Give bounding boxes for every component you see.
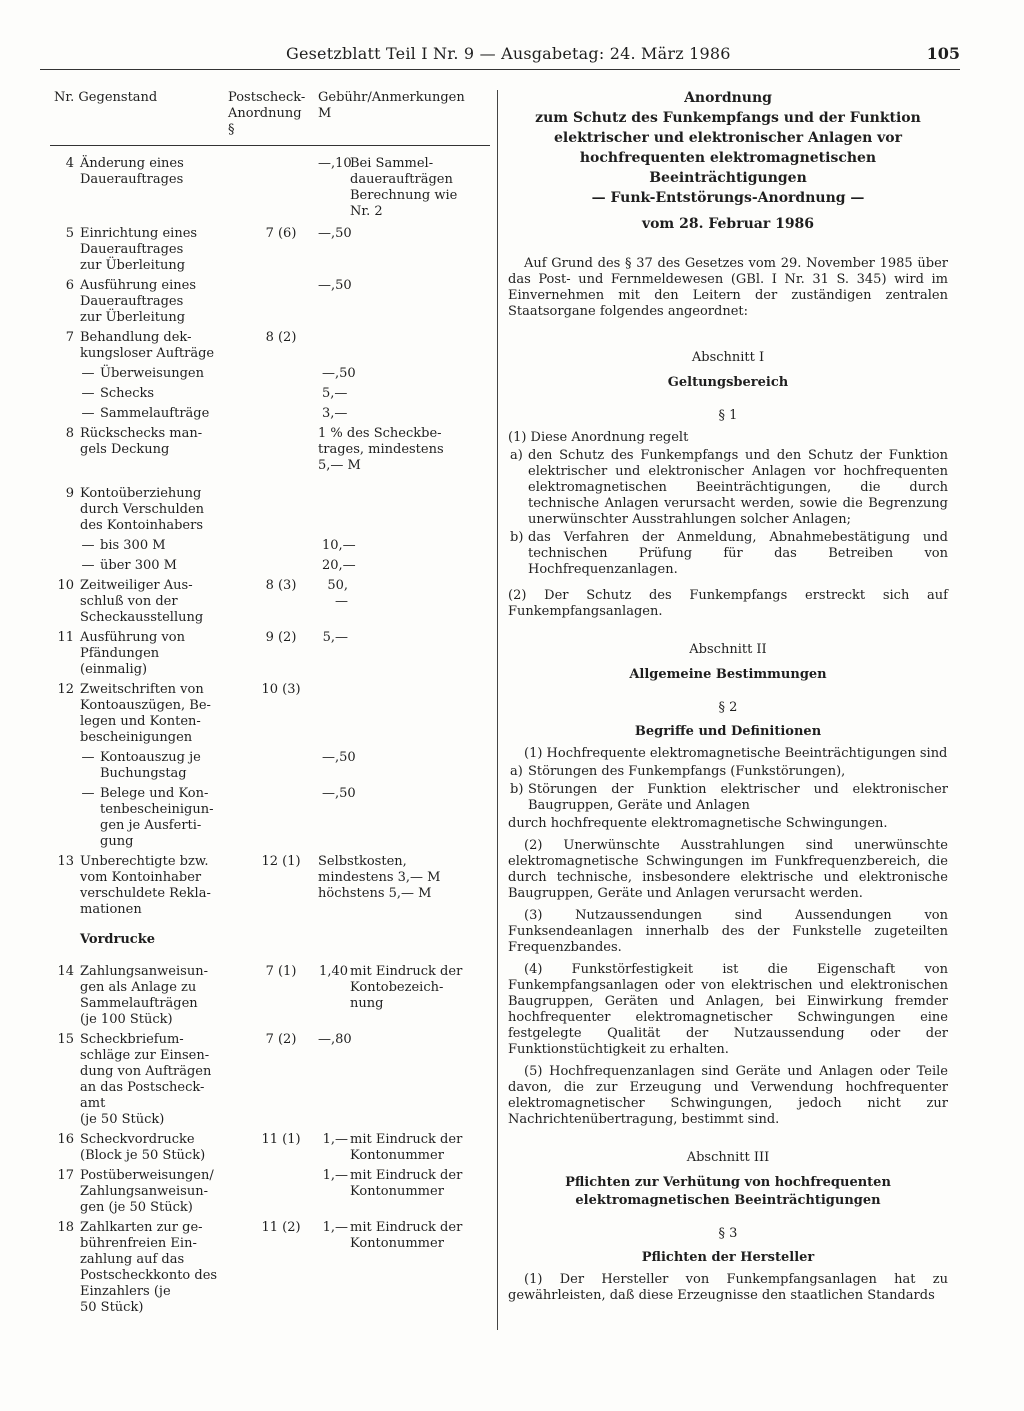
row-fee: 1,— xyxy=(322,1132,348,1147)
row-nr: 7 xyxy=(65,330,74,345)
row-nr: 17 xyxy=(57,1168,74,1183)
row-nr: 4 xyxy=(65,156,74,171)
dash: — xyxy=(81,558,95,573)
section-title-line: Pflichten zur Verhütung von hochfrequenten xyxy=(565,1175,891,1190)
table-row xyxy=(50,426,490,474)
sub-label: Kontoauszug je Buchungstag xyxy=(100,750,201,781)
row-ref: 11 (2) xyxy=(261,1220,301,1235)
paragraph-text: (2) Der Schutz des Funkempfangs erstreckt sich auf Funkempfangsanlagen. xyxy=(508,588,948,619)
section-heading: Abschnitt II xyxy=(689,642,767,657)
sub-row xyxy=(50,366,490,382)
row-ref: 7 (6) xyxy=(265,226,297,241)
table-row xyxy=(50,630,490,678)
table-row xyxy=(50,1220,490,1316)
row-fee xyxy=(318,486,348,534)
row-ref: 8 (3) xyxy=(265,578,297,593)
sub-fee: —,50 xyxy=(322,366,356,381)
list-label: a) xyxy=(510,764,523,779)
row-remark xyxy=(348,226,490,274)
row-subject: Zahlungsanweisun- gen als Anlage zu Sammelaufträgen (je 100 Stück) xyxy=(80,964,208,1027)
title-line: hochfrequenten elektromagnetischen Beeinträchtigungen xyxy=(579,150,877,186)
row-remark xyxy=(348,330,490,362)
sub-label: Belege und Kon- tenbescheinigun- gen je Ausferti- gung xyxy=(100,786,214,849)
row-ref: 11 (1) xyxy=(261,1132,301,1147)
dash: — xyxy=(81,538,95,553)
paragraph-text: durch hochfrequente elektromagnetische Schwingungen. xyxy=(508,816,888,831)
row-remark xyxy=(348,630,490,678)
row-ref xyxy=(244,1168,318,1216)
regulation-column xyxy=(508,88,948,1304)
title-line: zum Schutz des Funkempfangs und der Funktion xyxy=(535,110,921,126)
paragraph-text: (3) Nutzaussendungen sind Aussendungen von Funksendeanlagen innerhalb des der Funkstelle zugeteilten Frequenzbandes. xyxy=(508,908,948,955)
paragraph-text: (4) Funkstörfestigkeit ist die Eigenschaft von Funkempfangsanlagen oder von elektrischen und elektronischen Baugruppen, Geräten und Anlagen, bei Einwirkung fremder hochfrequenter elektromagnetischer Schwingungen eine festgelegte Qualität der Nutzaussendung oder der Funktionstüchtigkeit zu erhalten. xyxy=(508,962,948,1057)
table-header xyxy=(50,88,490,146)
sub-fee: 20,— xyxy=(322,558,356,573)
row-ref xyxy=(244,426,318,474)
regulation-date: vom 28. Februar 1986 xyxy=(641,216,815,232)
paragraph-text: (5) Hochfrequenzanlagen sind Geräte und Anlagen oder Teile davon, die zur Erzeugung und Verwendung hochfrequenter elektromagnetischer Schwingungen, jedoch nicht zur Nachrichtenübertragung, bestimmt sind. xyxy=(508,1064,948,1127)
row-fee: 1 % des Scheckbe- trages, mindestens 5,— M xyxy=(318,426,444,473)
row-nr: 10 xyxy=(57,578,74,593)
row-subject: Ausführung von Pfändungen (einmalig) xyxy=(80,630,185,677)
list-text: Störungen des Funkempfangs (Funkstörungen), xyxy=(528,764,846,779)
sub-label: über 300 M xyxy=(100,558,177,573)
section-title-vordrucke: Vordrucke xyxy=(80,932,155,947)
header-reference: Postscheck- Anordnung § xyxy=(228,90,306,137)
header-fee: Gebühr/Anmerkungen M xyxy=(318,90,465,121)
row-subject: Einrichtung eines Dauerauftrages zur Überleitung xyxy=(80,226,198,273)
row-remark xyxy=(348,278,490,326)
list-text: das Verfahren der Anmeldung, Abnahmebestätigung und technischen Prüfung für das Betreiben von Hochfrequenzanlagen. xyxy=(528,530,948,577)
sub-row xyxy=(50,538,490,554)
sub-label: Schecks xyxy=(100,386,155,401)
row-remark: mit Eindruck der Kontobezeich- nung xyxy=(350,964,463,1011)
list-label: b) xyxy=(510,782,524,797)
row-nr: 16 xyxy=(57,1132,74,1147)
row-fee: 50,— xyxy=(327,578,348,609)
row-fee xyxy=(318,330,348,362)
row-remark: mit Eindruck der Kontonummer xyxy=(350,1168,463,1199)
row-remark: mit Eindruck der Kontonummer xyxy=(350,1220,463,1251)
sub-fee: 10,— xyxy=(322,538,356,553)
dash: — xyxy=(81,750,95,765)
sub-fee: 3,— xyxy=(322,406,348,421)
row-fee: 1,40 xyxy=(319,964,348,979)
section-heading: Abschnitt III xyxy=(686,1150,770,1165)
sub-row xyxy=(50,750,490,782)
row-nr: 6 xyxy=(65,278,74,293)
section-title xyxy=(508,1174,948,1210)
row-fee xyxy=(318,682,348,746)
list-label: a) xyxy=(510,448,523,463)
list-item xyxy=(508,530,948,578)
list-text: den Schutz des Funkempfangs und den Schutz der Funktion elektrischer und elektronischer Anlagen vor hochfrequenten elektromagnetischen Beeinträchtigungen, die durch technische Anlagen verursacht werden, sowie die Begrenzung unerwünschter Ausstrahlungen solcher Anlagen; xyxy=(528,448,948,527)
paragraph-title: Begriffe und Definitionen xyxy=(634,724,822,739)
row-fee: —,80 xyxy=(318,1032,352,1047)
row-remark xyxy=(348,682,490,746)
row-subject: Zweitschriften von Kontoauszügen, Be- legen und Konten- bescheinigungen xyxy=(80,682,211,745)
row-subject: Änderung eines Dauerauftrages xyxy=(80,156,184,187)
row-nr: 12 xyxy=(57,682,74,697)
row-fee: —,10 xyxy=(318,156,352,171)
row-nr: 15 xyxy=(57,1032,74,1047)
row-nr: 13 xyxy=(57,854,74,869)
list-item xyxy=(508,782,948,814)
sub-label: Sammelaufträge xyxy=(100,406,210,421)
column-divider xyxy=(497,90,498,1330)
row-ref xyxy=(244,156,318,220)
row-ref: 12 (1) xyxy=(261,854,301,869)
regulation-intro: Auf Grund des § 37 des Gesetzes vom 29. November 1985 über das Post- und Fernmeldewesen (GBl. I Nr. 31 S. 345) wird im Einvernehmen mit den Leitern der zuständigen zentralen Staatsorgane folgendes angeordnet: xyxy=(508,256,948,319)
dash: — xyxy=(81,386,95,401)
table-row xyxy=(50,330,490,362)
row-subject: Postüberweisungen/ Zahlungsanweisun- gen (je 50 Stück) xyxy=(80,1168,214,1215)
header-nr-subject: Nr. Gegenstand xyxy=(54,90,158,105)
row-ref: 8 (2) xyxy=(265,330,297,345)
row-subject: Zeitweiliger Aus- schluß von der Scheckausstellung xyxy=(80,578,204,625)
row-remark xyxy=(348,486,490,534)
sub-fee: 5,— xyxy=(322,386,348,401)
table-row xyxy=(50,156,490,220)
paragraph-text: (2) Unerwünschte Ausstrahlungen sind unerwünschte elektromagnetische Schwingungen im Funkfrequenzbereich, die durch technische, insbesondere elektrische und elektronische Baugruppen, Geräte und Anlagen verursacht werden. xyxy=(508,838,948,901)
sub-label: Überweisungen xyxy=(100,366,204,381)
list-label: b) xyxy=(510,530,524,545)
row-fee: —,50 xyxy=(318,278,352,293)
page-number: 105 xyxy=(926,44,960,63)
section-title: Geltungsbereich xyxy=(667,375,789,390)
row-subject: Unberechtigte bzw. vom Kontoinhaber verschuldete Rekla- mationen xyxy=(80,854,211,917)
table-row xyxy=(50,682,490,746)
sub-row xyxy=(50,406,490,422)
row-remark xyxy=(348,578,490,626)
table-row xyxy=(50,1168,490,1216)
row-remark xyxy=(348,1032,490,1128)
row-subject: Rückschecks man- gels Deckung xyxy=(80,426,203,457)
sub-row xyxy=(50,786,490,850)
section-heading: Abschnitt I xyxy=(691,350,765,365)
table-row xyxy=(50,964,490,1028)
dash: — xyxy=(81,406,95,421)
row-nr: 8 xyxy=(65,426,74,441)
row-ref: 10 (3) xyxy=(261,682,301,697)
table-row xyxy=(50,578,490,626)
dash: — xyxy=(81,366,95,381)
row-ref xyxy=(244,486,318,534)
row-nr: 5 xyxy=(65,226,74,241)
title-line: — Funk-Entstörungs-Anordnung — xyxy=(591,190,865,206)
table-row xyxy=(50,278,490,326)
sub-label: bis 300 M xyxy=(100,538,166,553)
row-fee: 5,— xyxy=(322,630,348,645)
row-nr: 11 xyxy=(57,630,74,645)
row-remark: mit Eindruck der Kontonummer xyxy=(350,1132,463,1163)
row-fee: —,50 xyxy=(318,226,352,241)
list-item xyxy=(508,448,948,528)
row-fee: 1,— xyxy=(322,1220,348,1235)
list-text: Störungen der Funktion elektrischer und elektronischer Baugruppen, Geräte und Anlagen xyxy=(528,782,948,813)
paragraph-text: (1) Der Hersteller von Funkempfangsanlagen hat zu gewährleisten, daß diese Erzeugnisse den staatlichen Standards xyxy=(508,1272,948,1303)
section-title: Allgemeine Bestimmungen xyxy=(629,667,827,682)
paragraph-text: (1) Hochfrequente elektromagnetische Beeinträchtigungen sind xyxy=(524,746,948,761)
row-remark: Bei Sammel- daueraufträgen Berechnung wie Nr. 2 xyxy=(350,156,458,219)
page-header xyxy=(40,44,960,70)
table-row xyxy=(50,226,490,274)
row-subject: Scheckvordrucke (Block je 50 Stück) xyxy=(80,1132,206,1163)
header-title: Gesetzblatt Teil I Nr. 9 — Ausgabetag: 24. März 1986 xyxy=(286,44,731,63)
row-ref xyxy=(244,278,318,326)
table-row xyxy=(50,486,490,534)
title-line: Anordnung xyxy=(684,90,772,106)
fee-table xyxy=(50,88,490,1320)
title-line: elektrischer und elektronischer Anlagen vor xyxy=(553,130,903,146)
table-row xyxy=(50,854,490,918)
paragraph-title: Pflichten der Hersteller xyxy=(641,1250,815,1265)
sub-row xyxy=(50,386,490,402)
paragraph-text: (1) Diese Anordnung regelt xyxy=(508,430,689,445)
row-subject: Behandlung dek- kungsloser Aufträge xyxy=(80,330,215,361)
paragraph-number: § 1 xyxy=(718,408,738,423)
row-subject: Ausführung eines Dauerauftrages zur Überleitung xyxy=(80,278,196,325)
sub-fee: —,50 xyxy=(322,750,356,765)
row-ref: 7 (1) xyxy=(265,964,297,979)
row-subject: Zahlkarten zur ge- bührenfreien Ein- zahlung auf das Postscheckkonto des Einzahlers (je 50 Stück) xyxy=(80,1220,218,1315)
row-subject: Scheckbriefum- schläge zur Einsen- dung von Aufträgen an das Postscheck- amt (je 50 Stück) xyxy=(80,1032,212,1127)
row-nr: 9 xyxy=(65,486,74,501)
paragraph-number: § 3 xyxy=(718,1226,738,1241)
row-ref: 9 (2) xyxy=(265,630,297,645)
table-row xyxy=(50,1132,490,1164)
dash: — xyxy=(81,786,95,801)
table-row xyxy=(50,1032,490,1128)
paragraph-number: § 2 xyxy=(718,700,738,715)
sub-fee: —,50 xyxy=(322,786,356,801)
row-nr: 18 xyxy=(57,1220,74,1235)
row-ref: 7 (2) xyxy=(265,1032,297,1047)
row-fee: 1,— xyxy=(322,1168,348,1183)
row-nr: 14 xyxy=(57,964,74,979)
row-fee: Selbstkosten, mindestens 3,— M höchstens 5,— M xyxy=(318,854,441,901)
section-title-line: elektromagnetischen Beeinträchtigungen xyxy=(575,1193,881,1208)
row-subject: Kontoüberziehung durch Verschulden des Kontoinhabers xyxy=(80,486,205,533)
sub-row xyxy=(50,558,490,574)
list-item xyxy=(508,764,948,780)
regulation-title xyxy=(508,88,948,234)
